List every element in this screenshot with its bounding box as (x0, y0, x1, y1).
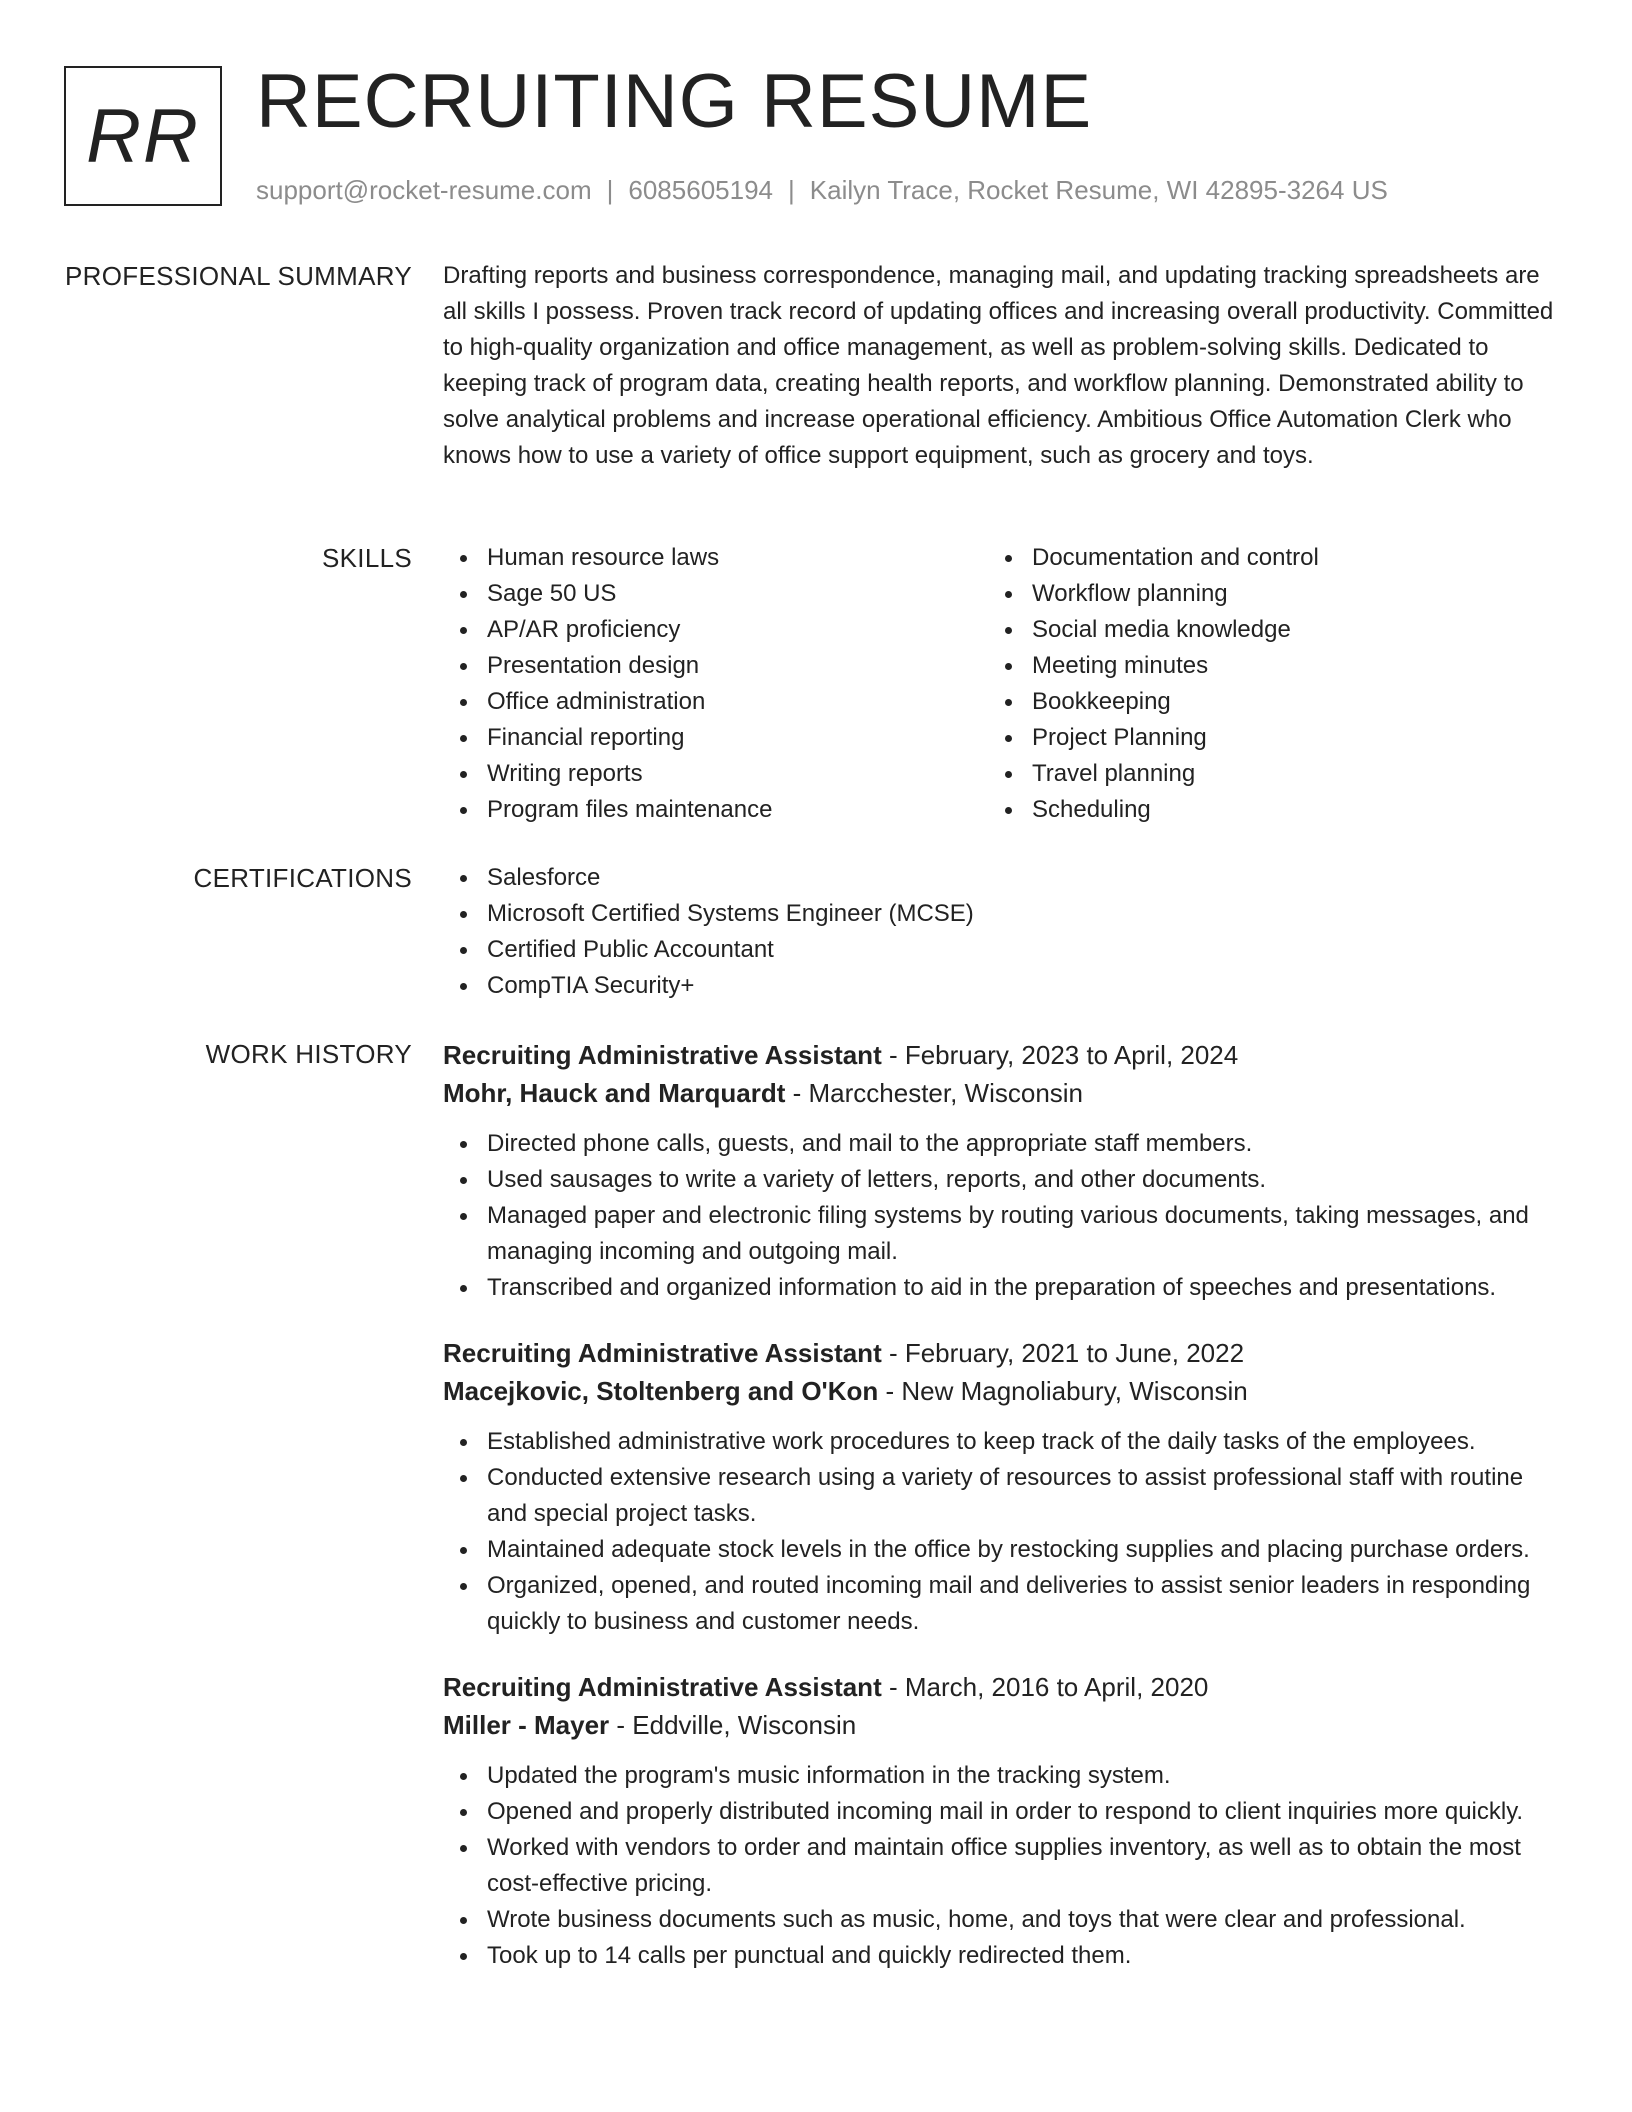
job-title: Recruiting Administrative Assistant (443, 1338, 882, 1368)
job-company: Mohr, Hauck and Marquardt (443, 1078, 786, 1108)
skill-item: Project Planning (988, 720, 1533, 756)
skill-item: AP/AR proficiency (443, 612, 988, 648)
certifications-heading: CERTIFICATIONS (193, 863, 412, 893)
work-history-body (443, 1036, 1563, 2002)
contact-line (256, 172, 1388, 208)
job-title: Recruiting Administrative Assistant (443, 1672, 882, 1702)
job-entry (443, 1334, 1563, 1640)
certification-item: CompTIA Security+ (443, 968, 1563, 1004)
job-duty-item: Used sausages to write a variety of letters, reports, and other documents. (443, 1162, 1563, 1198)
skills-heading: SKILLS (322, 543, 412, 573)
job-dates: - March, 2016 to April, 2020 (881, 1672, 1209, 1702)
contact-phone: 6085605194 (628, 175, 773, 205)
job-company-line (443, 1706, 1563, 1744)
job-company-line (443, 1372, 1563, 1410)
monogram-logo (64, 66, 222, 206)
skills-list-left (443, 540, 988, 828)
skill-item: Office administration (443, 684, 988, 720)
skill-item: Sage 50 US (443, 576, 988, 612)
job-duties-list (443, 1758, 1563, 1974)
skill-item: Program files maintenance (443, 792, 988, 828)
job-location: - Marcchester, Wisconsin (785, 1078, 1084, 1108)
job-title-line (443, 1334, 1563, 1372)
job-duty-item: Updated the program's music information in the tracking system. (443, 1758, 1563, 1794)
job-entry (443, 1036, 1563, 1306)
skill-item: Writing reports (443, 756, 988, 792)
resume-title: RECRUITING RESUME (256, 59, 1093, 144)
job-duty-item: Organized, opened, and routed incoming mail and deliveries to assist senior leaders in responding quickly to business and customer needs. (443, 1568, 1563, 1640)
skill-item: Bookkeeping (988, 684, 1533, 720)
job-company: Macejkovic, Stoltenberg and O'Kon (443, 1376, 879, 1406)
job-duty-item: Established administrative work procedures to keep track of the daily tasks of the employees. (443, 1424, 1563, 1460)
job-duty-item: Opened and properly distributed incoming mail in order to respond to client inquiries more quickly. (443, 1794, 1563, 1830)
certification-item: Certified Public Accountant (443, 932, 1563, 968)
skills-body (443, 540, 1563, 828)
job-duties-list (443, 1126, 1563, 1306)
job-company-line (443, 1074, 1563, 1112)
job-duty-item: Took up to 14 calls per punctual and quickly redirected them. (443, 1938, 1563, 1974)
skill-item: Financial reporting (443, 720, 988, 756)
job-dates: - February, 2023 to April, 2024 (881, 1040, 1239, 1070)
summary-heading: PROFESSIONAL SUMMARY (65, 261, 412, 291)
skill-item: Scheduling (988, 792, 1533, 828)
contact-separator: | (788, 175, 795, 205)
job-dates: - February, 2021 to June, 2022 (881, 1338, 1245, 1368)
job-location: - New Magnoliabury, Wisconsin (878, 1376, 1248, 1406)
monogram-initials: RR (86, 93, 200, 179)
job-duty-item: Conducted extensive research using a variety of resources to assist professional staff with routine and special project tasks. (443, 1460, 1563, 1532)
summary-body (443, 258, 1563, 474)
job-duty-item: Directed phone calls, guests, and mail to the appropriate staff members. (443, 1126, 1563, 1162)
job-duty-item: Wrote business documents such as music, home, and toys that were clear and professional. (443, 1902, 1563, 1938)
job-company: Miller - Mayer (443, 1710, 610, 1740)
certifications-body (443, 860, 1563, 1004)
job-entry (443, 1668, 1563, 1974)
skill-item: Presentation design (443, 648, 988, 684)
skill-item: Travel planning (988, 756, 1533, 792)
skill-item: Human resource laws (443, 540, 988, 576)
job-duty-item: Managed paper and electronic filing systems by routing various documents, taking messages, and managing incoming and outgoing mail. (443, 1198, 1563, 1270)
certification-item: Salesforce (443, 860, 1563, 896)
job-title: Recruiting Administrative Assistant (443, 1040, 882, 1070)
contact-separator: | (606, 175, 614, 205)
job-location: - Eddville, Wisconsin (609, 1710, 857, 1740)
skill-item: Documentation and control (988, 540, 1533, 576)
skill-item: Meeting minutes (988, 648, 1533, 684)
skill-item: Social media knowledge (988, 612, 1533, 648)
contact-address: Kailyn Trace, Rocket Resume, WI 42895-3264 US (809, 175, 1388, 205)
contact-email: support@rocket-resume.com (256, 175, 592, 205)
skill-item: Workflow planning (988, 576, 1533, 612)
certification-item: Microsoft Certified Systems Engineer (MCSE) (443, 896, 1563, 932)
work-history-heading: WORK HISTORY (205, 1039, 412, 1069)
job-title-line (443, 1668, 1563, 1706)
summary-text: Drafting reports and business correspondence, managing mail, and updating tracking spreadsheets are all skills I possess. Proven track record of updating offices and increasing overall productivity. Committed to high-quality organization and office management, as well as problem-solving skills. Dedicated to keeping track of program data, creating health reports, and workflow planning. Demonstrated ability to solve analytical problems and increase operational efficiency. Ambitious Office Automation Clerk who knows how to use a variety of office support equipment, such as grocery and toys. (443, 262, 1554, 469)
job-duties-list (443, 1424, 1563, 1640)
certifications-list (443, 860, 1563, 1004)
skills-list-right (988, 540, 1533, 828)
job-title-line (443, 1036, 1563, 1074)
job-duty-item: Transcribed and organized information to aid in the preparation of speeches and presentations. (443, 1270, 1563, 1306)
job-duty-item: Maintained adequate stock levels in the office by restocking supplies and placing purchase orders. (443, 1532, 1563, 1568)
job-duty-item: Worked with vendors to order and maintain office supplies inventory, as well as to obtain the most cost-effective pricing. (443, 1830, 1563, 1902)
